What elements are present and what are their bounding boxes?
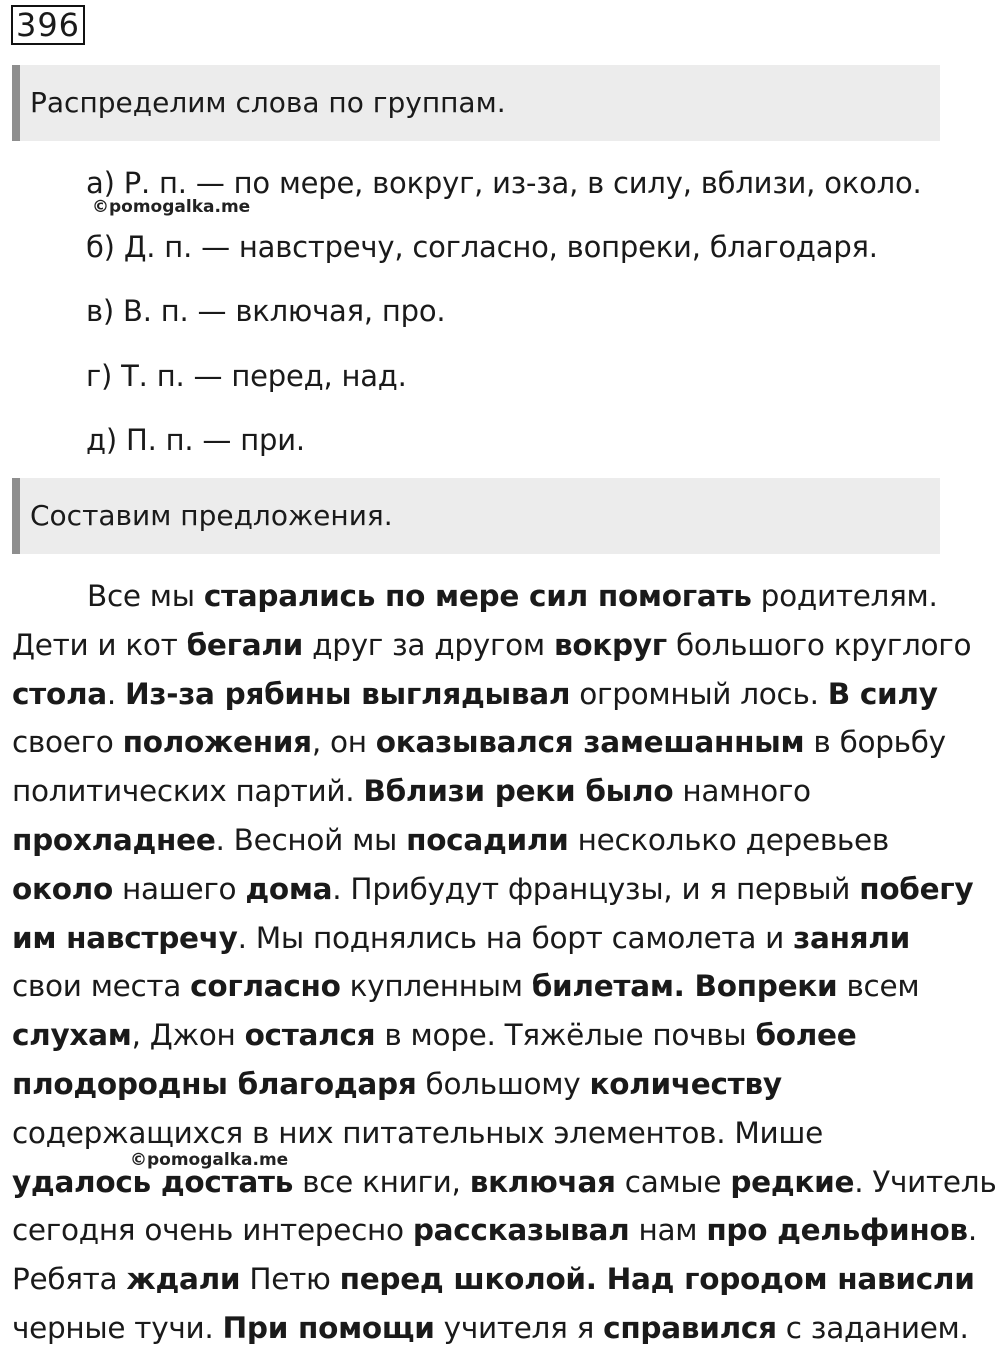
- paragraph-line: [12, 962, 957, 1011]
- paragraph-line: [12, 621, 972, 670]
- text-fragment: содержащихся в них питательных элементов. Мише: [12, 1115, 823, 1150]
- text-fragment: , Джон: [131, 1018, 245, 1053]
- text-fragment: нам: [629, 1213, 707, 1248]
- text-fragment: в борьбу: [804, 725, 946, 760]
- bold-phrase: ждали: [126, 1262, 241, 1297]
- bold-phrase: билетам. Вопреки: [531, 969, 838, 1004]
- text-fragment: . Прибудут французы, и я первый: [332, 871, 860, 906]
- watermark-bottom: ©pomogalka.me: [130, 1150, 289, 1170]
- bold-phrase: согласно: [190, 969, 341, 1004]
- text-fragment: родителям.: [751, 579, 938, 613]
- text-fragment: свои места: [12, 969, 191, 1004]
- text-fragment: несколько деревьев: [568, 822, 889, 857]
- bold-phrase: дома: [245, 871, 333, 906]
- paragraph-line: [12, 816, 957, 865]
- bold-phrase: прохладнее: [12, 822, 216, 857]
- bold-phrase: около: [12, 871, 113, 906]
- text-fragment: в море. Тяжёлые почвы: [375, 1018, 756, 1053]
- text-fragment: все книги,: [293, 1164, 470, 1199]
- text-fragment: друг за другом: [303, 627, 554, 662]
- bold-phrase: бегали: [186, 627, 304, 662]
- section-title-groups: Распределим слова по группам.: [30, 86, 506, 119]
- text-fragment: с заданием.: [776, 1310, 969, 1345]
- bold-phrase: оказывался замешанным: [375, 725, 805, 760]
- text-fragment: . Мы поднялись на борт самолета и: [237, 920, 794, 955]
- bold-phrase: включая: [469, 1164, 616, 1199]
- text-fragment: намного: [673, 774, 811, 809]
- text-fragment: политических партий.: [12, 774, 364, 809]
- bold-phrase: вокруг: [553, 627, 667, 662]
- bold-phrase: слухам: [12, 1018, 132, 1053]
- bold-phrase: удалось достать: [12, 1164, 294, 1199]
- paragraph-line: [12, 670, 957, 719]
- paragraph-line: [12, 1255, 975, 1304]
- section-header-sentences: [12, 478, 940, 554]
- text-fragment: учителя я: [434, 1310, 604, 1345]
- text-fragment: Ребята: [12, 1262, 127, 1297]
- bold-phrase: побегу: [859, 871, 974, 906]
- text-fragment: Все мы: [87, 579, 204, 613]
- bold-phrase: При помощи: [222, 1310, 435, 1345]
- paragraph-line: [12, 865, 974, 914]
- paragraph-line: [12, 1060, 957, 1109]
- paragraph-line: [12, 1206, 977, 1255]
- text-fragment: Дети и кот: [12, 627, 187, 662]
- text-fragment: большого круглого: [666, 627, 972, 662]
- text-fragment: своего: [12, 725, 123, 760]
- bold-phrase: заняли: [793, 920, 910, 955]
- text-fragment: огромный лось.: [570, 676, 828, 711]
- bold-phrase: Вблизи реки было: [363, 774, 674, 809]
- paragraph-line: [12, 914, 957, 963]
- text-fragment: , он: [311, 725, 376, 760]
- bold-phrase: количеству: [589, 1066, 782, 1101]
- section-title-sentences: Составим предложения.: [30, 499, 393, 532]
- bold-phrase: плодородны благодаря: [12, 1066, 417, 1101]
- text-fragment: черные тучи.: [12, 1310, 223, 1345]
- bold-phrase: остался: [244, 1018, 376, 1053]
- text-fragment: нашего: [112, 871, 246, 906]
- text-fragment: .: [967, 1213, 977, 1248]
- bold-phrase: положения: [122, 725, 312, 760]
- text-fragment: . Весной мы: [215, 822, 407, 857]
- text-fragment: купленным: [340, 969, 532, 1004]
- group-genitive: а) Р. п. — по мере, вокруг, из-за, в силу, вблизи, около.: [86, 166, 922, 200]
- task-number-box: [11, 5, 85, 45]
- bold-phrase: про дельфинов: [706, 1213, 968, 1248]
- bold-phrase: справился: [603, 1310, 777, 1345]
- bold-phrase: перед школой. Над городом нависли: [339, 1262, 975, 1297]
- paragraph-line: [12, 572, 957, 621]
- text-fragment: самые: [615, 1164, 731, 1199]
- group-dative: б) Д. п. — навстречу, согласно, вопреки, благодаря.: [86, 230, 878, 264]
- task-number: 396: [15, 6, 81, 44]
- section-header-groups: [12, 65, 940, 141]
- bold-phrase: более: [755, 1018, 857, 1053]
- paragraph-line: [12, 718, 957, 767]
- group-accusative: в) В. п. — включая, про.: [86, 294, 446, 328]
- paragraph-line: [12, 1011, 957, 1060]
- sentences-paragraph: [12, 572, 996, 1353]
- text-fragment: большому: [416, 1066, 590, 1101]
- bold-phrase: старались по мере сил помогать: [203, 579, 752, 613]
- bold-phrase: редкие: [730, 1164, 855, 1199]
- bold-phrase: В силу: [827, 676, 938, 711]
- paragraph-line: [12, 767, 957, 816]
- text-fragment: Петю: [240, 1262, 340, 1297]
- group-instrumental: г) Т. п. — перед, над.: [86, 359, 407, 393]
- watermark-top: ©pomogalka.me: [92, 197, 251, 217]
- text-fragment: .: [106, 676, 126, 711]
- bold-phrase: им навстречу: [12, 920, 238, 955]
- bold-phrase: стола: [12, 676, 107, 711]
- bold-phrase: посадили: [406, 822, 569, 857]
- paragraph-line: [12, 1304, 969, 1353]
- text-fragment: всем: [837, 969, 920, 1004]
- text-fragment: сегодня очень интересно: [12, 1213, 413, 1248]
- bold-phrase: рассказывал: [412, 1213, 630, 1248]
- bold-phrase: Из-за рябины выглядывал: [125, 676, 571, 711]
- group-prepositional: д) П. п. — при.: [86, 423, 305, 457]
- text-fragment: . Учитель: [854, 1164, 996, 1199]
